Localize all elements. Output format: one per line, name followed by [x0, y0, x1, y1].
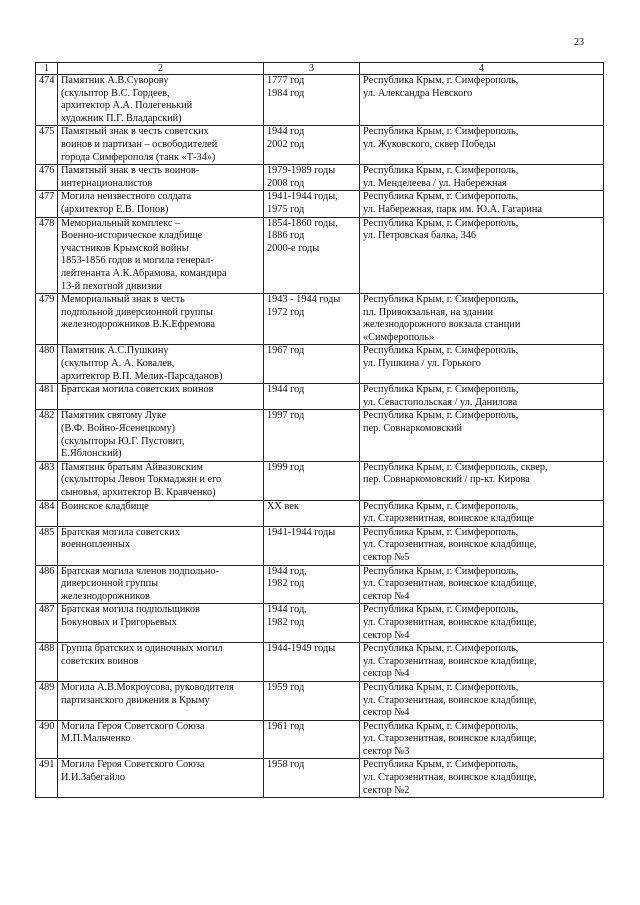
monument-name-cell — [58, 126, 264, 165]
column-header-date: 3 — [264, 63, 360, 75]
address-line: ул. Жуковского, сквер Победы — [363, 138, 496, 150]
date-cell — [264, 565, 360, 604]
address-cell — [360, 75, 604, 126]
table-row — [36, 75, 604, 126]
address-line: железнодорожного вокзала станции — [363, 319, 521, 331]
date-line: 1959 год — [267, 681, 305, 693]
address-cell — [360, 759, 604, 798]
date-line: 1982 год — [267, 578, 305, 590]
row-number: 491 — [36, 759, 58, 798]
address-line: Республика Крым, г. Симферополь, — [363, 191, 519, 203]
date-line: 1984 год — [267, 87, 305, 99]
table-header-row — [36, 63, 604, 75]
address-line: Республика Крым, г. Симферополь, — [363, 681, 519, 693]
date-line: 1944 год, — [267, 565, 307, 577]
monument-name-line: (скульпторы Ю.Г. Пустовит, — [61, 435, 185, 447]
table-row — [36, 461, 604, 500]
address-line: Республика Крым, г. Симферополь, — [363, 294, 519, 306]
monument-name-cell — [58, 294, 264, 345]
address-line: ул. Петровская балка, 346 — [363, 230, 477, 242]
table-row — [36, 191, 604, 217]
address-cell — [360, 126, 604, 165]
monument-name-line: Памятник братьям Айвазовским — [61, 461, 203, 473]
monument-name-line: (архитектор Е.В. Попов) — [61, 203, 169, 215]
address-cell — [360, 643, 604, 682]
table-row — [36, 720, 604, 759]
row-number: 489 — [36, 681, 58, 720]
date-line: 1967 год — [267, 345, 305, 357]
date-line: 1961 год — [267, 720, 305, 732]
address-cell — [360, 500, 604, 526]
date-line: 1975 год — [267, 203, 305, 215]
monument-name-line: Могила неизвестного солдата — [61, 191, 192, 203]
date-line: 2000-е годы — [267, 242, 320, 254]
table-row — [36, 294, 604, 345]
address-line: ул. Старозенитная, воинское кладбище, — [363, 578, 537, 590]
address-cell — [360, 461, 604, 500]
address-cell — [360, 410, 604, 461]
address-line: сектор №4 — [363, 668, 410, 680]
row-number: 478 — [36, 217, 58, 294]
address-cell — [360, 526, 604, 565]
address-line: Республика Крым, г. Симферополь, — [363, 720, 519, 732]
row-number: 479 — [36, 294, 58, 345]
monument-name-line: военнопленных — [61, 539, 131, 551]
row-number: 486 — [36, 565, 58, 604]
row-number: 483 — [36, 461, 58, 500]
monument-name-cell — [58, 165, 264, 191]
address-line: ул. Севастопольская / ул. Данилова — [363, 396, 518, 408]
date-cell — [264, 165, 360, 191]
date-line: 1943 - 1944 годы — [267, 294, 341, 306]
address-line: Республика Крым, г. Симферополь, — [363, 384, 519, 396]
monument-name-line: художник П.Г. Владарский) — [61, 112, 182, 124]
date-line: 1972 год — [267, 306, 305, 318]
date-cell — [264, 759, 360, 798]
monument-name-line: Мемориальный комплекс – — [61, 217, 181, 229]
row-number: 477 — [36, 191, 58, 217]
address-line: пер. Совнаркомовский — [363, 423, 462, 435]
date-line: XX век — [267, 500, 299, 512]
row-number: 490 — [36, 720, 58, 759]
row-number: 474 — [36, 75, 58, 126]
monument-name-line: Памятник А.С.Пушкину — [61, 345, 169, 357]
date-cell — [264, 345, 360, 384]
row-number: 475 — [36, 126, 58, 165]
table-row — [36, 165, 604, 191]
date-cell — [264, 461, 360, 500]
monument-name-cell — [58, 384, 264, 410]
table-row — [36, 565, 604, 604]
monument-name-cell — [58, 681, 264, 720]
table-row — [36, 500, 604, 526]
monument-name-line: 13-й пехотной дивизии — [61, 280, 162, 292]
date-line: 1944 год, — [267, 604, 307, 616]
monument-name-line: Памятный знак в честь воинов- — [61, 165, 200, 177]
monument-name-line: советских воинов — [61, 655, 139, 667]
address-cell — [360, 345, 604, 384]
address-cell — [360, 165, 604, 191]
address-line: Республика Крым, г. Симферополь, — [363, 565, 519, 577]
table-row — [36, 643, 604, 682]
row-number: 487 — [36, 604, 58, 643]
address-line: ул. Александра Невского — [363, 87, 473, 99]
monument-name-line: Мемориальный знак в честь — [61, 294, 185, 306]
monument-name-cell — [58, 191, 264, 217]
date-cell — [264, 126, 360, 165]
table-row — [36, 384, 604, 410]
date-line: 1944 год — [267, 126, 305, 138]
address-line: Республика Крым, г. Симферополь, сквер, — [363, 461, 548, 473]
address-line: сектор №4 — [363, 629, 410, 641]
monument-name-line: (скульпторы Левон Токмаджян и его — [61, 474, 222, 486]
date-line: 2008 год — [267, 177, 305, 189]
date-line: 1979-1989 годы — [267, 165, 336, 177]
date-line: 1854-1860 годы, — [267, 217, 338, 229]
address-line: ул. Набережная, парк им. Ю.А. Гагарина — [363, 203, 542, 215]
table-row — [36, 345, 604, 384]
table-row — [36, 681, 604, 720]
monument-name-line: (скульптор А. А. Ковалев, — [61, 358, 175, 370]
date-line: 1777 год — [267, 75, 305, 86]
monument-name-line: железнодорожников В.К.Ефремова — [61, 319, 215, 331]
monument-name-cell — [58, 217, 264, 294]
address-cell — [360, 217, 604, 294]
date-line: 1982 год — [267, 616, 305, 628]
date-line: 1941-1944 годы, — [267, 191, 338, 203]
row-number: 484 — [36, 500, 58, 526]
monument-name-line: Братская могила советских — [61, 526, 180, 538]
monument-name-cell — [58, 500, 264, 526]
date-cell — [264, 75, 360, 126]
monument-name-cell — [58, 604, 264, 643]
date-line: 1999 год — [267, 461, 305, 473]
monument-name-line: М.П.Мальченко — [61, 733, 131, 745]
row-number: 481 — [36, 384, 58, 410]
date-line: 1944-1949 годы — [267, 643, 336, 655]
monument-name-line: Братская могила членов подпольно- — [61, 565, 219, 577]
date-cell — [264, 294, 360, 345]
address-line: Республика Крым, г. Симферополь, — [363, 126, 519, 138]
monument-name-line: диверсионной группы — [61, 578, 159, 590]
column-header-address: 4 — [360, 63, 604, 75]
monument-name-line: Могила А.В.Мокроусова, руководителя — [61, 681, 234, 693]
date-line: 1958 год — [267, 759, 305, 771]
address-line: Республика Крым, г. Симферополь, — [363, 759, 519, 771]
date-cell — [264, 526, 360, 565]
address-line: сектор №4 — [363, 590, 410, 602]
monument-name-cell — [58, 461, 264, 500]
address-cell — [360, 191, 604, 217]
table-row — [36, 604, 604, 643]
address-line: «Симферополь» — [363, 331, 435, 343]
row-number: 476 — [36, 165, 58, 191]
monument-name-line: Памятный знак в честь советских — [61, 126, 209, 138]
monument-name-cell — [58, 565, 264, 604]
date-cell — [264, 643, 360, 682]
address-cell — [360, 565, 604, 604]
address-cell — [360, 604, 604, 643]
monument-name-line: Братская могила подпольщиков — [61, 604, 200, 616]
monument-name-line: воинов и партизан – освободителей — [61, 138, 218, 150]
table-row — [36, 526, 604, 565]
address-line: ул. Старозенитная, воинское кладбище, — [363, 616, 537, 628]
address-line: Республика Крым, г. Симферополь, — [363, 604, 519, 616]
row-number: 482 — [36, 410, 58, 461]
address-cell — [360, 294, 604, 345]
date-cell — [264, 681, 360, 720]
address-line: Республика Крым, г. Симферополь, — [363, 500, 519, 512]
monument-name-line: Могила Героя Советского Союза — [61, 720, 205, 732]
monument-name-line: участников Крымской войны — [61, 242, 189, 254]
address-line: Республика Крым, г. Симферополь, — [363, 643, 519, 655]
monument-name-line: (скульптор В.С. Гордеев, — [61, 87, 170, 99]
date-line: 1886 год — [267, 230, 305, 242]
date-line: 1941-1944 годы — [267, 526, 336, 538]
monument-name-line: Памятник святому Луке — [61, 410, 167, 422]
address-line: ул. Старозенитная, воинское кладбище, — [363, 772, 537, 784]
address-cell — [360, 681, 604, 720]
address-line: пер. Совнаркомовский / пр-кт. Кирова — [363, 474, 530, 486]
address-line: ул. Старозенитная, воинское кладбище — [363, 513, 534, 525]
column-header-number: 1 — [36, 63, 58, 75]
address-line: сектор №4 — [363, 707, 410, 719]
monument-name-line: сыновья, архитектор В. Кравченко) — [61, 487, 216, 498]
date-cell — [264, 500, 360, 526]
table-row — [36, 217, 604, 294]
address-line: ул. Пушкина / ул. Горького — [363, 358, 481, 370]
row-number: 480 — [36, 345, 58, 384]
monument-name-cell — [58, 720, 264, 759]
address-line: пл. Привокзальная, на здании — [363, 306, 494, 318]
date-cell — [264, 384, 360, 410]
monument-name-line: интернационалистов — [61, 177, 153, 189]
page-number: 23 — [574, 37, 584, 48]
table-row — [36, 126, 604, 165]
monument-name-line: Могила Героя Советского Союза — [61, 759, 205, 771]
monument-name-line: Е.Яблонский) — [61, 448, 122, 460]
monument-name-line: Бокуновых и Григорьевых — [61, 616, 177, 628]
monument-name-line: Братская могила советских воинов — [61, 384, 214, 396]
date-line: 2002 год — [267, 138, 305, 150]
row-number: 488 — [36, 643, 58, 682]
monument-name-line: И.И.Забегайло — [61, 772, 126, 784]
monument-name-line: Памятник А.В.Суворову — [61, 75, 169, 86]
monument-name-cell — [58, 643, 264, 682]
monument-name-line: (В.Ф. Войно-Ясенецкому) — [61, 423, 176, 435]
date-line: 1997 год — [267, 410, 305, 422]
monument-name-cell — [58, 759, 264, 798]
address-cell — [360, 720, 604, 759]
address-line: Республика Крым, г. Симферополь, — [363, 75, 519, 86]
date-cell — [264, 217, 360, 294]
table-row — [36, 759, 604, 798]
monument-name-cell — [58, 75, 264, 126]
monument-registry-table — [35, 62, 604, 798]
monument-name-line: города Симферополя (танк «Т-34») — [61, 151, 216, 163]
address-line: ул. Менделеева / ул. Набережная — [363, 177, 507, 189]
monument-name-line: подпольной диверсионной группы — [61, 306, 213, 318]
monument-name-line: железнодорожников — [61, 590, 150, 602]
address-line: Республика Крым, г. Симферополь, — [363, 217, 519, 229]
address-line: сектор №3 — [363, 745, 410, 757]
address-line: Республика Крым, г. Симферополь, — [363, 526, 519, 538]
monument-name-cell — [58, 345, 264, 384]
address-line: сектор №2 — [363, 784, 410, 796]
column-header-name: 2 — [58, 63, 264, 75]
date-cell — [264, 720, 360, 759]
table-body — [36, 75, 604, 798]
monument-name-line: архитектор А.А. Полегенький — [61, 100, 193, 112]
address-line: ул. Старозенитная, воинское кладбище, — [363, 539, 537, 551]
address-line: Республика Крым, г. Симферополь, — [363, 165, 519, 177]
monument-name-line: Военно-историческое кладбище — [61, 230, 203, 242]
monument-name-line: архитектор В.П. Мелик-Парсаданов) — [61, 370, 223, 382]
address-line: Республика Крым, г. Симферополь, — [363, 345, 519, 357]
table-row — [36, 410, 604, 461]
address-line: ул. Старозенитная, воинское кладбище, — [363, 655, 537, 667]
address-line: ул. Старозенитная, воинское кладбище, — [363, 733, 537, 745]
date-cell — [264, 191, 360, 217]
address-line: Республика Крым, г. Симферополь, — [363, 410, 519, 422]
monument-name-cell — [58, 410, 264, 461]
monument-name-cell — [58, 526, 264, 565]
address-cell — [360, 384, 604, 410]
date-cell — [264, 410, 360, 461]
monument-name-line: партизанского движения в Крыму — [61, 694, 210, 706]
date-cell — [264, 604, 360, 643]
row-number: 485 — [36, 526, 58, 565]
monument-name-line: 1853-1856 годов и могила генерал- — [61, 255, 214, 267]
monument-name-line: Воинское кладбище — [61, 500, 149, 512]
monument-name-line: Группа братских и одиночных могил — [61, 643, 223, 655]
address-line: ул. Старозенитная, воинское кладбище, — [363, 694, 537, 706]
monument-name-line: лейтенанта А.К.Абрамова, командира — [61, 267, 227, 279]
date-line: 1944 год — [267, 384, 305, 396]
address-line: сектор №5 — [363, 551, 410, 563]
